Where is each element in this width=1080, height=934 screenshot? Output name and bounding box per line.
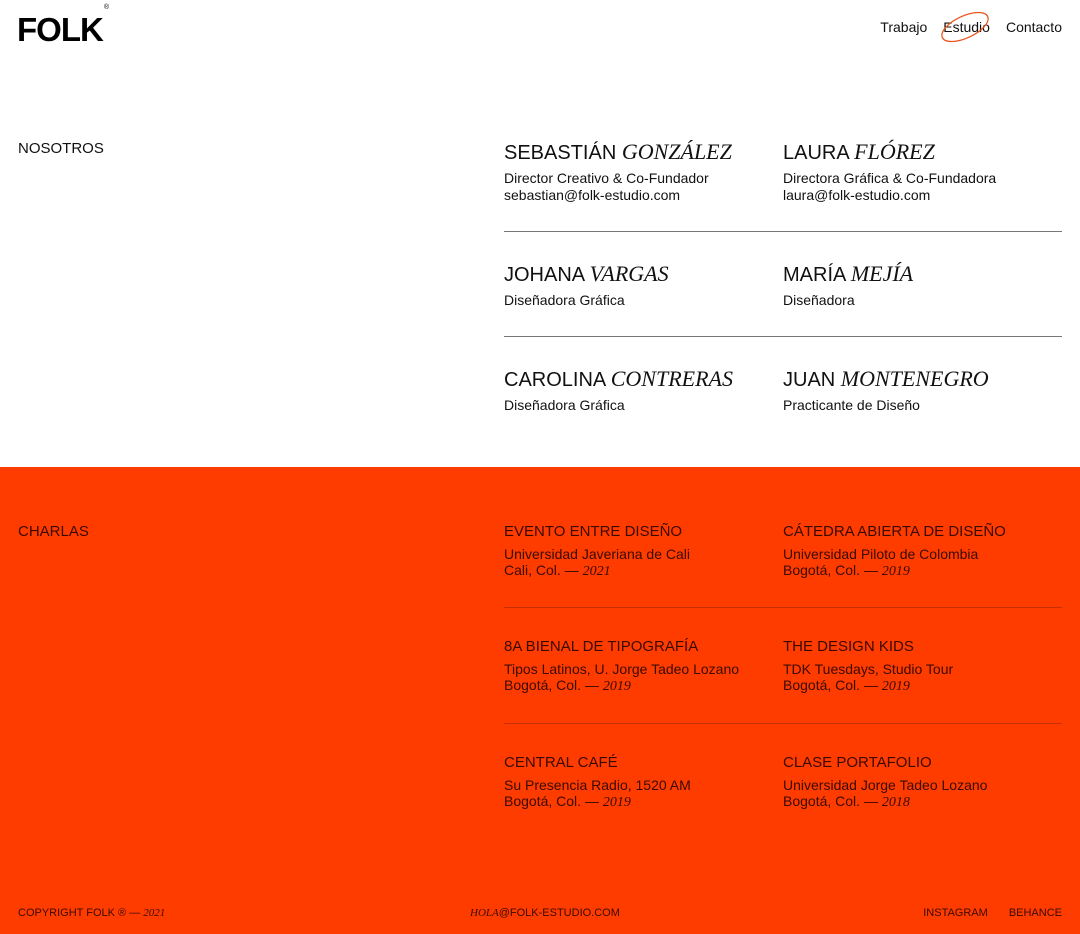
member-role: Diseñadora Gráfica	[504, 292, 625, 308]
talk-title: EVENTO ENTRE DISEÑO	[504, 523, 683, 540]
logo-text: FOLK	[17, 11, 103, 48]
team-member	[783, 262, 1062, 336]
member-email[interactable]: sebastian@folk-estudio.com	[504, 187, 681, 203]
talk-year: 2019	[602, 795, 631, 810]
talk-place: Bogotá, Col. —	[504, 793, 603, 809]
member-role: Diseñadora	[783, 292, 855, 308]
talk-venue: Universidad Javeriana de Cali	[504, 546, 690, 562]
talk-title: CLASE PORTAFOLIO	[783, 754, 932, 771]
talk-place: Bogotá, Col. —	[783, 677, 882, 693]
talk-title: 8A BIENAL DE TIPOGRAFÍA	[504, 638, 699, 655]
talks-row	[504, 608, 1062, 723]
talks-row	[504, 523, 1062, 607]
talk-year: 2019	[881, 564, 910, 579]
team-member	[504, 262, 783, 336]
team-member	[783, 367, 1062, 414]
team-member	[504, 140, 783, 231]
talks-grid	[504, 523, 1062, 811]
header	[0, 0, 1080, 60]
talk-title: THE DESIGN KIDS	[783, 638, 914, 655]
member-last-name: CONTRERAS	[610, 366, 733, 391]
team-row	[504, 337, 1062, 414]
talk-year: 2018	[881, 795, 910, 810]
team-row	[504, 140, 1062, 231]
member-role: Practicante de Diseño	[783, 397, 920, 413]
talk-place: Bogotá, Col. —	[504, 677, 603, 693]
member-role: Diseñadora Gráfica	[504, 397, 625, 413]
talk-venue: Tipos Latinos, U. Jorge Tadeo Lozano	[504, 661, 740, 677]
member-last-name: VARGAS	[589, 261, 669, 286]
member-first-name: MARÍA	[783, 264, 846, 286]
nav-contacto[interactable]: Contacto	[1005, 19, 1062, 35]
talk-item	[504, 638, 783, 723]
member-first-name: CAROLINA	[504, 369, 606, 391]
team-member	[783, 140, 1062, 231]
member-first-name: JUAN	[783, 369, 836, 391]
talk-year: 2021	[582, 564, 611, 579]
talk-item	[504, 754, 783, 811]
talk-year: 2019	[602, 679, 631, 694]
contact-email-link[interactable]	[470, 907, 620, 919]
instagram-link[interactable]: INSTAGRAM	[923, 907, 988, 919]
talk-year: 2019	[881, 679, 910, 694]
registered-mark: ®	[103, 4, 108, 11]
nav-trabajo[interactable]: Trabajo	[880, 19, 928, 35]
member-email[interactable]: laura@folk-estudio.com	[783, 187, 931, 203]
talk-item	[783, 638, 1062, 723]
member-last-name: MEJÍA	[850, 261, 914, 286]
nav-estudio-label: Estudio	[943, 19, 990, 35]
member-first-name: JOHANA	[504, 264, 585, 286]
talk-place: Cali, Col. —	[504, 562, 583, 578]
member-last-name: GONZÁLEZ	[621, 139, 732, 164]
talk-venue: TDK Tuesdays, Studio Tour	[783, 661, 954, 677]
talk-venue: Universidad Piloto de Colombia	[783, 546, 979, 562]
section-label-nosotros: NOSOTROS	[18, 140, 104, 157]
talks-section	[0, 467, 1080, 934]
team-grid	[504, 140, 1062, 414]
member-last-name: FLÓREZ	[854, 139, 935, 164]
copyright-year: 2021	[143, 907, 166, 919]
team-member	[504, 367, 783, 414]
member-first-name: LAURA	[783, 142, 849, 164]
talk-item	[783, 523, 1062, 607]
talk-place: Bogotá, Col. —	[783, 562, 882, 578]
behance-link[interactable]: BEHANCE	[1008, 907, 1062, 919]
section-label-charlas: CHARLAS	[18, 523, 89, 540]
talk-title: CENTRAL CAFÉ	[504, 754, 618, 771]
talk-item	[504, 523, 783, 607]
talks-row	[504, 724, 1062, 811]
member-role: Directora Gráfica & Co-Fundadora	[783, 170, 997, 186]
nav-estudio[interactable]	[943, 19, 990, 35]
talk-venue: Universidad Jorge Tadeo Lozano	[783, 777, 988, 793]
main-nav	[880, 19, 1062, 35]
copyright-text: COPYRIGHT FOLK ® —	[18, 907, 144, 919]
talk-place: Bogotá, Col. —	[783, 793, 882, 809]
member-first-name: SEBASTIÁN	[504, 142, 617, 164]
talk-item	[783, 754, 1062, 811]
copyright	[18, 907, 165, 919]
member-last-name: MONTENEGRO	[840, 366, 989, 391]
social-links	[923, 907, 1062, 919]
team-row	[504, 232, 1062, 336]
talk-title: CÁTEDRA ABIERTA DE DISEÑO	[783, 523, 1006, 540]
email-prefix: HOLA	[470, 907, 499, 919]
talk-venue: Su Presencia Radio, 1520 AM	[504, 777, 691, 793]
logo[interactable]	[17, 4, 108, 48]
email-suffix: @FOLK-ESTUDIO.COM	[498, 907, 620, 919]
member-role: Director Creativo & Co-Fundador	[504, 170, 709, 186]
